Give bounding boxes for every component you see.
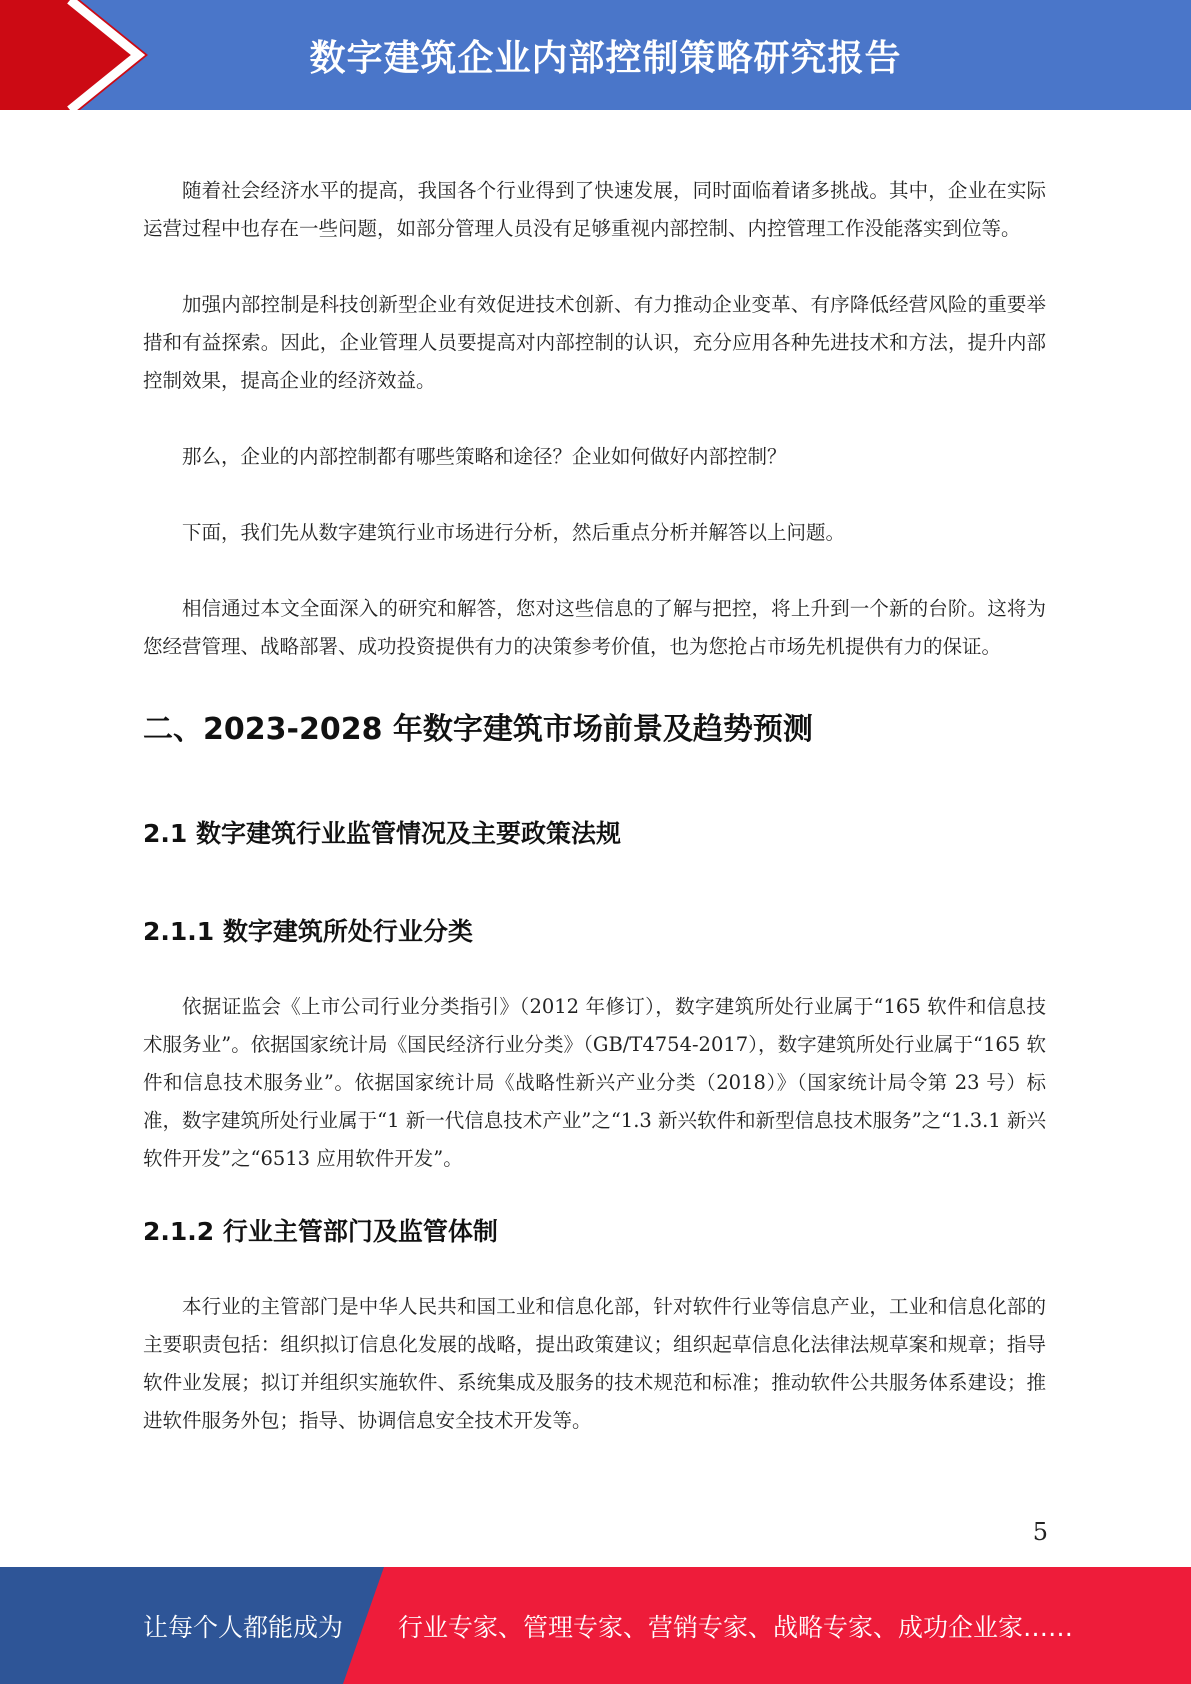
subsubsection-heading-1: 2.1.1 数字建筑所处行业分类: [143, 917, 473, 946]
header-bar: [0, 0, 1191, 110]
regulator-paragraph: 本行业的主管部门是中华人民共和国工业和信息化部，针对软件行业等信息产业，工业和信息化部的主要职责包括：组织拟订信息化发展的战略，提出政策建议；组织起草信息化法律法规草案和规章；指导软件业发展；拟订并组织实施软件、系统集成及服务的技术规范和标准；推动软件公共服务体系建设；推进软件服务外包；指导、协调信息安全技术开发等。: [143, 1295, 1046, 1432]
footer-slogan-right: 行业专家、管理专家、营销专家、战略专家、成功企业家……: [398, 1612, 1074, 1642]
footer-bar: [0, 1567, 1191, 1684]
intro-paragraph-5: 相信通过本文全面深入的研究和解答，您对这些信息的了解与把控，将上升到一个新的台阶。这将为您经营管理、战略部署、成功投资提供有力的决策参考价值，也为您抢占市场先机提供有力的保证。: [143, 597, 1046, 658]
intro-paragraph-1: 随着社会经济水平的提高，我国各个行业得到了快速发展，同时面临着诸多挑战。其中，企业在实际运营过程中也存在一些问题，如部分管理人员没有足够重视内部控制、内控管理工作没能落实到位等。: [143, 179, 1046, 240]
intro-paragraph-4: 下面，我们先从数字建筑行业市场进行分析，然后重点分析并解答以上问题。: [182, 521, 846, 544]
page-content: [143, 172, 1046, 1478]
footer-slogan-left: 让每个人都能成为: [143, 1612, 344, 1642]
report-title: 数字建筑企业内部控制策略研究报告: [309, 37, 902, 79]
industry-classification-paragraph: 依据证监会《上市公司行业分类指引》（2012 年修订），数字建筑所处行业属于“165 软件和信息技术服务业”。依据国家统计局《国民经济行业分类》（GB/T4754-2017），数字建筑所处行业属于“165 软件和信息技术服务业”。依据国家统计局《战略性新兴产业分类（2018）》（国家统计局令第 23 号）标准，数字建筑所处行业属于“1 新一代信息技术产业”之“1.3 新兴软件和新型信息技术服务”之“1.3.1 新兴软件开发”之“6513 应用软件开发”。: [143, 995, 1046, 1170]
intro-paragraph-2: 加强内部控制是科技创新型企业有效促进技术创新、有力推动企业变革、有序降低经营风险的重要举措和有益探索。因此，企业管理人员要提高对内部控制的认识，充分应用各种先进技术和方法，提升内部控制效果，提高企业的经济效益。: [143, 293, 1046, 392]
section-heading: 二、2023-2028 年数字建筑市场前景及趋势预测: [143, 712, 813, 747]
intro-paragraph-3: 那么，企业的内部控制都有哪些策略和途径？企业如何做好内部控制？: [182, 445, 787, 468]
subsection-heading: 2.1 数字建筑行业监管情况及主要政策法规: [143, 819, 621, 848]
subsubsection-heading-2: 2.1.2 行业主管部门及监管体制: [143, 1217, 498, 1246]
page-number: 5: [1032, 1518, 1048, 1546]
